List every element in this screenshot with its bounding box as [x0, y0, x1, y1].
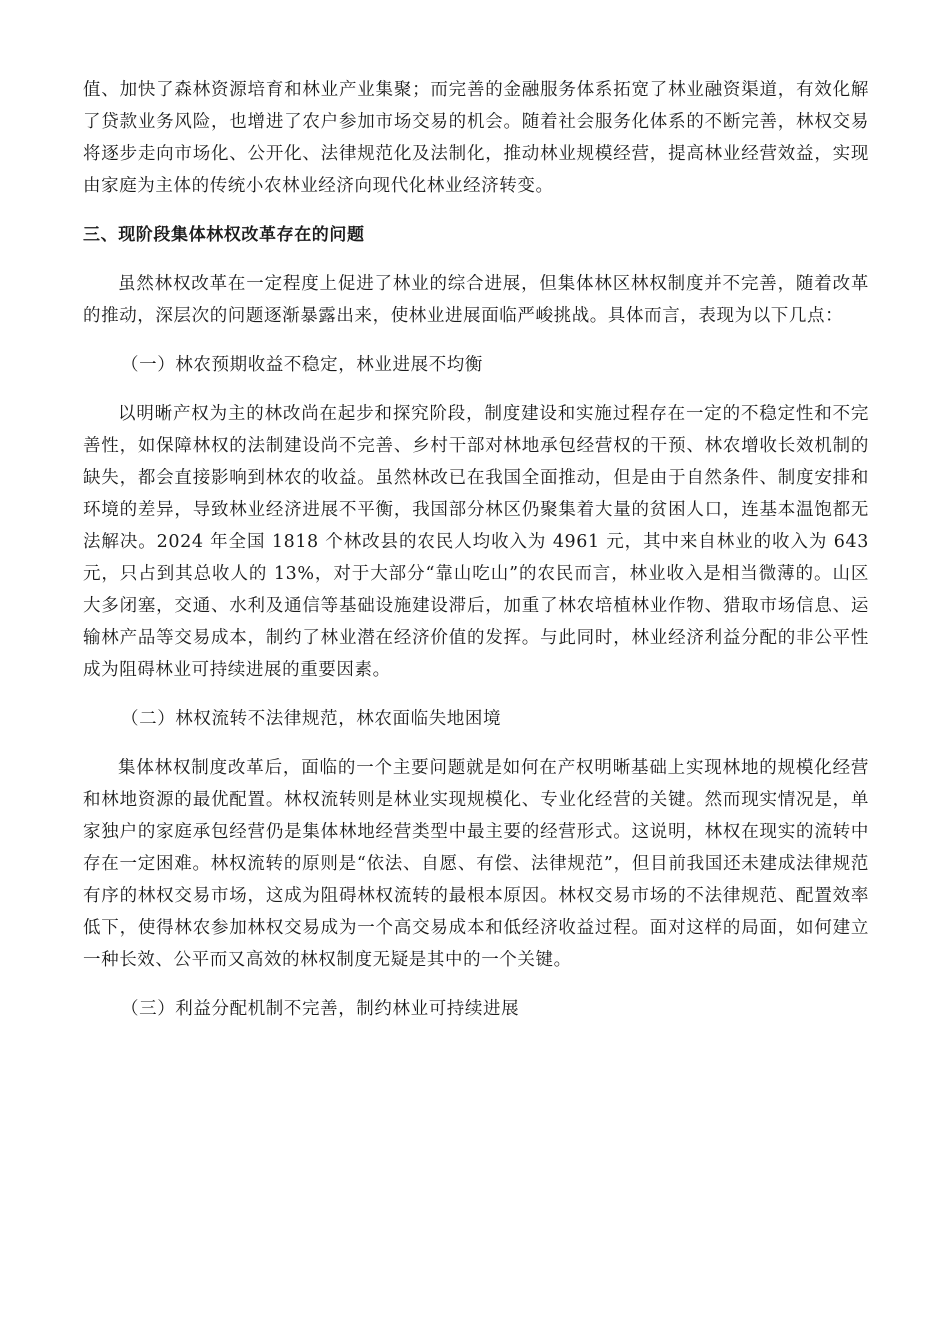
subsection-heading-1: （一）林农预期收益不稳定，林业进展不均衡 [121, 355, 483, 375]
document-page [83, 74, 869, 1042]
subsection-heading-3: （三）利益分配机制不完善，制约林业可持续进展 [121, 999, 520, 1019]
section-heading: 三、现阶段集体林权改革存在的问题 [83, 225, 365, 245]
section-intro-paragraph: 虽然林权改革在一定程度上促进了林业的综合进展，但集体林区林权制度并不完善，随着改革的推动，深层次的问题逐渐暴露出来，使林业进展面临严峻挑战。具体而言，表现为以下几点： [83, 274, 869, 326]
subsection-2-paragraph: 集体林权制度改革后，面临的一个主要问题就是如何在产权明晰基础上实现林地的规模化经营和林地资源的最优配置。林权流转则是林业实现规模化、专业化经营的关键。然而现实情况是，单家独户的家庭承包经营仍是集体林地经营类型中最主要的经营形式。这说明，林权在现实的流转中存在一定困难。林权流转的原则是“依法、自愿、有偿、法律规范”，但目前我国还未建成法律规范有序的林权交易市场，这成为阻碍林权流转的最根本原因。林权交易市场的不法律规范、配置效率低下，使得林农参加林权交易成为一个高交易成本和低经济收益过程。面对这样的局面，如何建立一种长效、公平而又高效的林权制度无疑是其中的一个关键。 [83, 758, 869, 970]
subsection-heading-2: （二）林权流转不法律规范，林农面临失地困境 [121, 709, 502, 729]
subsection-1-paragraph: 以明晰产权为主的林改尚在起步和探究阶段，制度建设和实施过程存在一定的不稳定性和不完善性，如保障林权的法制建设尚不完善、乡村干部对林地承包经营权的干预、林农增收长效机制的缺失，都会直接影响到林农的收益。虽然林改已在我国全面推动，但是由于自然条件、制度安排和环境的差异，导致林业经济进展不平衡，我国部分林区仍聚集着大量的贫困人口，连基本温饱都无法解决。2024 年全国 1818 个林改县的农民人均收入为 4961 元，其中来自林业的收入为 643 元，只占到其总收人的 13%，对于大部分“靠山吃山”的农民而言，林业收入是相当微薄的。山区大多闭塞，交通、水利及通信等基础设施建设滞后，加重了林农培植林业作物、猎取市场信息、运输林产品等交易成本，制约了林业潜在经济价值的发挥。与此同时，林业经济利益分配的非公平性成为阻碍林业可持续进展的重要因素。 [83, 404, 869, 680]
paragraph-continued: 值、加快了森林资源培育和林业产业集聚；而完善的金融服务体系拓宽了林业融资渠道，有效化解了贷款业务风险，也增进了农户参加市场交易的机会。随着社会服务化体系的不断完善，林权交易将逐步走向市场化、公开化、法律规范化及法制化，推动林业规模经营，提高林业经营效益，实现由家庭为主体的传统小农林业经济向现代化林业经济转变。 [83, 80, 869, 196]
